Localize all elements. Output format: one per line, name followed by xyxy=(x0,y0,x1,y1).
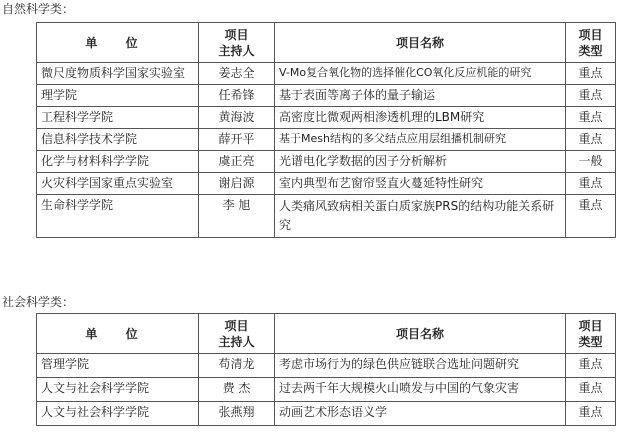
header-project-name: 项目名称 xyxy=(275,23,566,63)
cell-type: 重点 xyxy=(566,63,616,85)
cell-host: 谢启源 xyxy=(199,173,275,195)
cell-project-name: 基于表面等离子体的量子输运 xyxy=(275,85,566,107)
cell-project-name: 过去两千年大规模火山喷发与中国的气象灾害 xyxy=(275,378,566,402)
cell-project-name: 室内典型布艺窗帘竖直火蔓延特性研究 xyxy=(275,173,566,195)
cell-type: 重点 xyxy=(566,378,616,402)
cell-host: 费 杰 xyxy=(199,378,275,402)
cell-type: 重点 xyxy=(566,107,616,129)
cell-host: 黄海波 xyxy=(199,107,275,129)
table-row xyxy=(37,151,616,173)
table-row xyxy=(37,378,616,402)
cell-unit: 理学院 xyxy=(37,85,199,107)
cell-host: 张燕翔 xyxy=(199,402,275,426)
table-header-row xyxy=(37,23,616,63)
table-row xyxy=(37,173,616,195)
cell-host: 任希锋 xyxy=(199,85,275,107)
cell-project-name: 考虑市场行为的绿色供应链联合选址问题研究 xyxy=(275,354,566,378)
cell-unit: 人文与社会科学学院 xyxy=(37,378,199,402)
header-unit: 单 位 xyxy=(37,314,199,354)
cell-project-name: 高密度比微观两相渗透机理的LBM研究 xyxy=(275,107,566,129)
table-row xyxy=(37,354,616,378)
cell-unit: 工程科学学院 xyxy=(37,107,199,129)
header-unit: 单 位 xyxy=(37,23,199,63)
cell-project-name: 人类痛风致病相关蛋白质家族PRS的结构功能关系研究 xyxy=(275,195,566,238)
header-project-name: 项目名称 xyxy=(275,314,566,354)
social-science-table xyxy=(36,313,616,426)
cell-unit: 管理学院 xyxy=(37,354,199,378)
cell-unit: 微尺度物质科学国家实验室 xyxy=(37,63,199,85)
cell-unit: 人文与社会科学学院 xyxy=(37,402,199,426)
cell-host: 李 旭 xyxy=(199,195,275,238)
cell-unit: 信息科学技术学院 xyxy=(37,129,199,151)
cell-project-name: 基于Mesh结构的多父结点应用层组播机制研究 xyxy=(275,129,566,151)
cell-type: 重点 xyxy=(566,402,616,426)
cell-project-name: 动画艺术形态语义学 xyxy=(275,402,566,426)
cell-project-name: V-Mo复合氧化物的选择催化CO氧化反应机能的研究 xyxy=(275,63,566,85)
table-header-row xyxy=(37,314,616,354)
header-host: 项目 主持人 xyxy=(199,23,275,63)
cell-host: 虞正亮 xyxy=(199,151,275,173)
cell-type: 重点 xyxy=(566,354,616,378)
cell-type: 一般 xyxy=(566,151,616,173)
natural-science-table xyxy=(36,22,616,238)
cell-unit: 火灾科学国家重点实验室 xyxy=(37,173,199,195)
header-project-type: 项目 类型 xyxy=(566,314,616,354)
cell-project-name: 光谱电化学数据的因子分析解析 xyxy=(275,151,566,173)
cell-host: 薛开平 xyxy=(199,129,275,151)
section-title-natural: 自然科学类： xyxy=(2,2,75,16)
table-row xyxy=(37,195,616,238)
header-project-type: 项目 类型 xyxy=(566,23,616,63)
section-title-social: 社会科学类： xyxy=(2,295,75,309)
table-row xyxy=(37,107,616,129)
cell-type: 重点 xyxy=(566,173,616,195)
table-row xyxy=(37,85,616,107)
header-host: 项目 主持人 xyxy=(199,314,275,354)
cell-unit: 化学与材料科学学院 xyxy=(37,151,199,173)
cell-unit: 生命科学学院 xyxy=(37,195,199,238)
cell-type: 重点 xyxy=(566,195,616,238)
table-row xyxy=(37,129,616,151)
cell-host: 苟清龙 xyxy=(199,354,275,378)
cell-type: 重点 xyxy=(566,129,616,151)
cell-type: 重点 xyxy=(566,85,616,107)
cell-host: 姜志全 xyxy=(199,63,275,85)
table-row xyxy=(37,402,616,426)
table-row xyxy=(37,63,616,85)
